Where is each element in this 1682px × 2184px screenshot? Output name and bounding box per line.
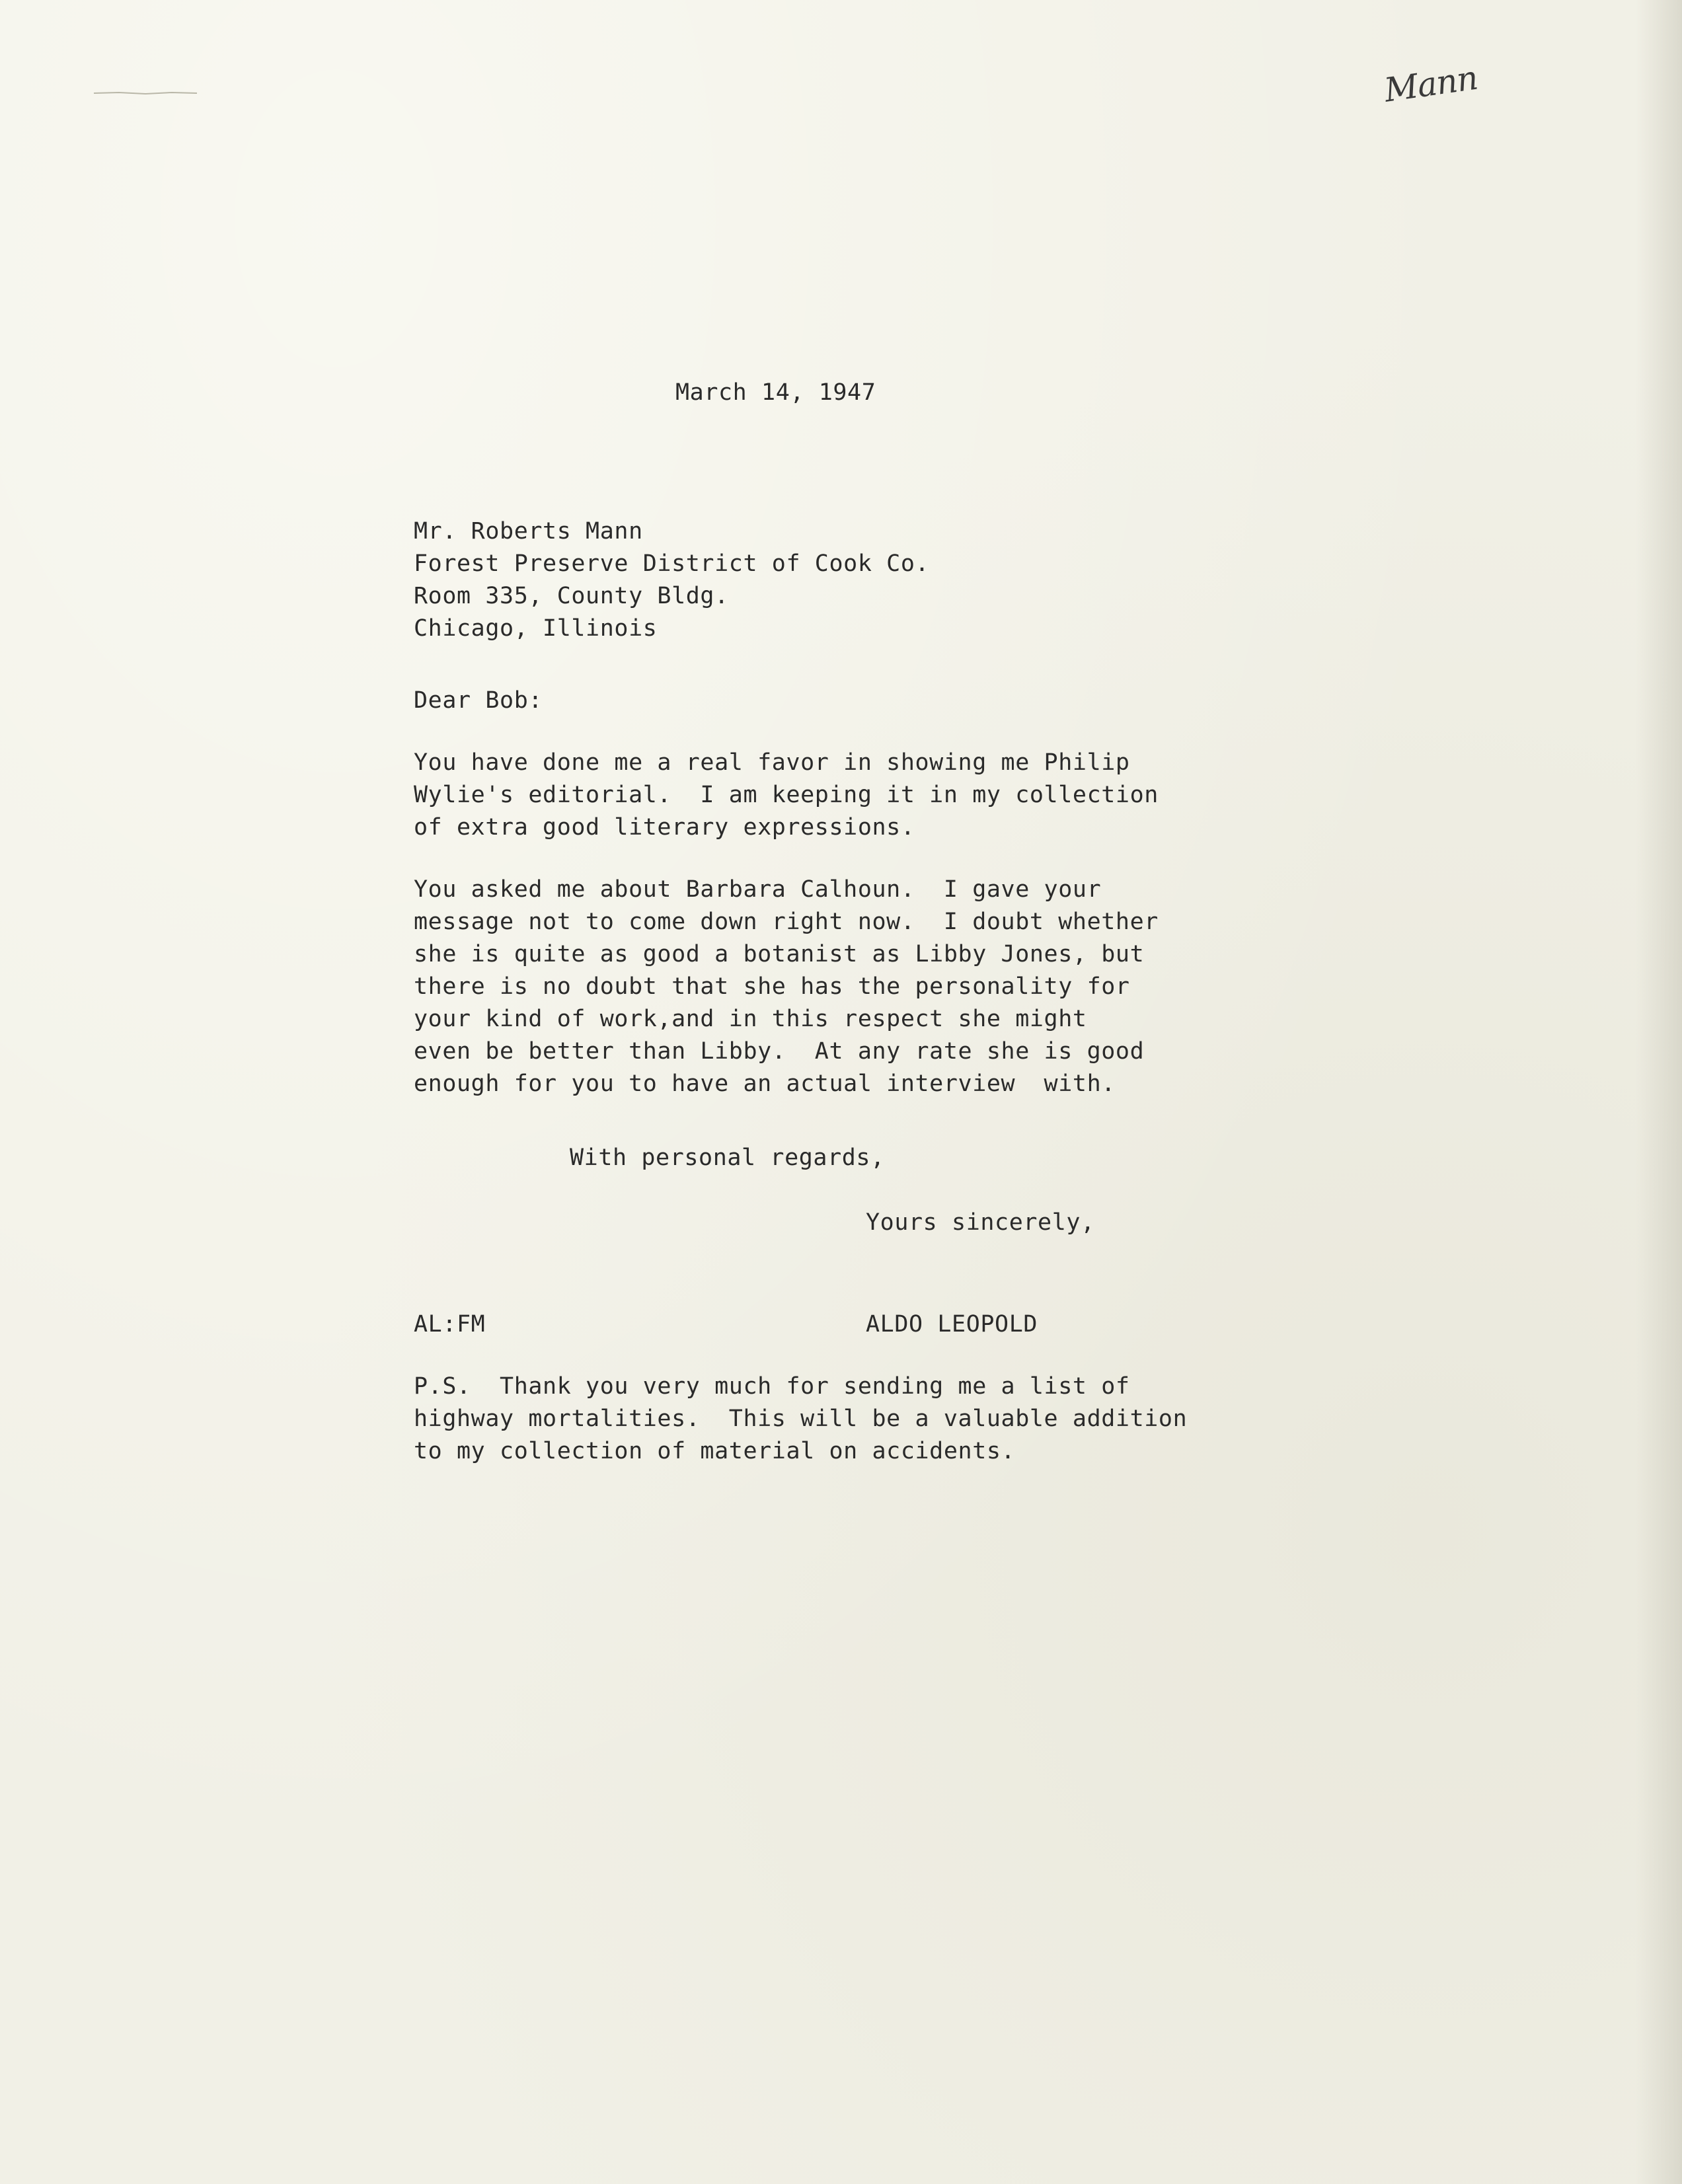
paragraph-1 [414,747,1159,844]
paragraph-line: your kind of work,and in this respect she might [414,1006,1087,1032]
staple-mark [93,90,198,96]
regards-line: With personal regards, [570,1145,885,1171]
postscript [414,1371,1187,1468]
postscript-line: highway mortalities. This will be a valuable addition [414,1406,1188,1432]
postscript-line: to my collection of material on accidents. [414,1438,1016,1464]
recipient-line: Forest Preserve District of Cook Co. [414,550,930,577]
paragraph-line: You asked me about Barbara Calhoun. I gave your [414,876,1102,903]
paragraph-line: Wylie's editorial. I am keeping it in my collection [414,782,1159,808]
paragraph-line: even be better than Libby. At any rate she is good [414,1038,1145,1065]
handwritten-annotation: Mann [1381,58,1480,110]
recipient-line: Mr. Roberts Mann [414,518,643,545]
paragraph-line: she is quite as good a botanist as Libby Jones, but [414,941,1145,967]
paragraph-2 [414,874,1159,1100]
salutation: Dear Bob: [414,687,543,714]
typist-initials: AL:FM [414,1311,486,1337]
paragraph-line: message not to come down right now. I doubt whether [414,909,1159,935]
recipient-address [414,515,929,645]
letter-date: March 14, 1947 [675,379,876,406]
paper-edge-shadow [1636,0,1682,2184]
paragraph-line: You have done me a real favor in showing me Philip [414,749,1130,776]
signature-name: ALDO LEOPOLD [866,1311,1038,1337]
paragraph-line: enough for you to have an actual interview with. [414,1071,1116,1097]
paragraph-line: of extra good literary expressions. [414,814,915,841]
recipient-line: Chicago, Illinois [414,615,658,642]
postscript-line: P.S. Thank you very much for sending me a list of [414,1373,1130,1400]
paragraph-line: there is no doubt that she has the personality for [414,973,1130,1000]
recipient-line: Room 335, County Bldg. [414,583,729,609]
complimentary-close: Yours sincerely, [866,1209,1095,1236]
